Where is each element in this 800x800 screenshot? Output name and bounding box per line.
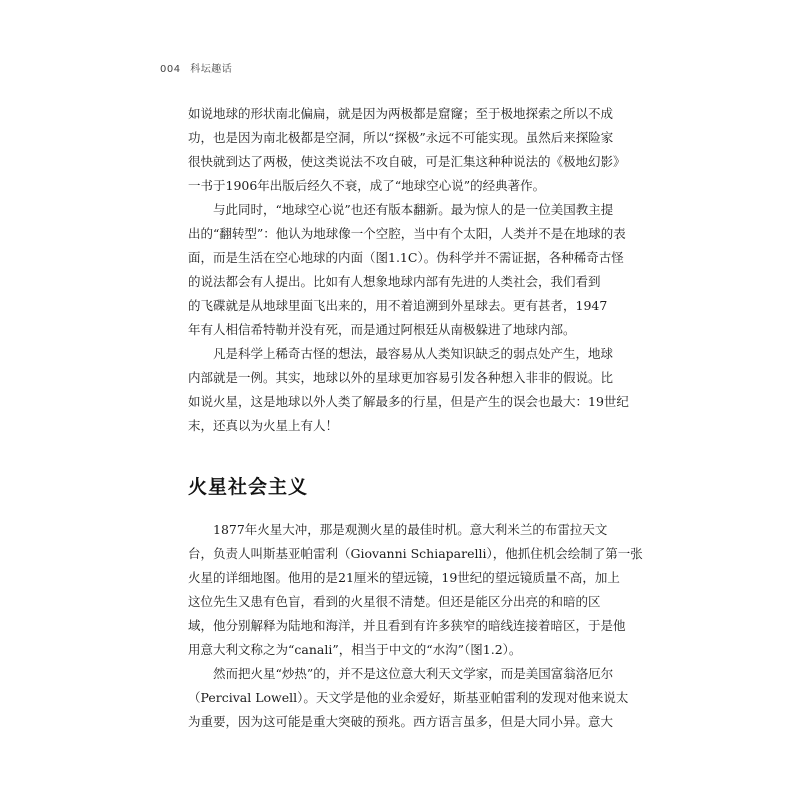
text-line: 功，也是因为南北极都是空洞，所以“探极”永远不可能实现。虽然后来探险家 (188, 130, 614, 145)
body-text-block-2 (188, 518, 643, 734)
text-line: 火星的详细地图。他用的是21厘米的望远镜，19世纪的望远镜质量不高，加上 (188, 570, 620, 585)
book-title: 科坛趣话 (190, 64, 233, 75)
text-line: 凡是科学上稀奇古怪的想法，最容易从人类知识缺乏的弱点处产生，地球 (213, 346, 614, 361)
section-heading: 火星社会主义 (188, 476, 309, 498)
text-line: 末，还真以为火星上有人！ (188, 418, 339, 433)
text-line: 与此同时，“地球空心说”也还有版本翻新。最为惊人的是一位美国教主提 (213, 202, 614, 217)
text-line: （Percival Lowell）。天文学是他的业余爱好，斯基亚帕雷利的发现对他来说太 (188, 690, 629, 705)
text-line: 的说法都会有人提出。比如有人想象地球内部有先进的人类社会，我们看到 (188, 274, 601, 289)
text-line: 内部就是一例。其实，地球以外的星球更加容易引发各种想入非非的假说。比 (188, 370, 614, 385)
page-number: 004 (160, 64, 181, 75)
text-line: 这位先生又患有色盲，看到的火星很不清楚。但还是能区分出亮的和暗的区 (188, 594, 601, 609)
text-line: 如说地球的形状南北偏扁，就是因为两极都是窟窿；至于极地探索之所以不成 (188, 106, 614, 121)
text-line: 用意大利文称之为“canali”，相当于中文的“水沟”（图1.2）。 (188, 642, 522, 657)
text-line: 年有人相信希特勒并没有死，而是通过阿根廷从南极躲进了地球内部。 (188, 322, 576, 337)
running-header (160, 60, 232, 75)
text-line: 面，而是生活在空心地球的内面（图1.1C）。伪科学并不需证据，各种稀奇古怪 (188, 250, 624, 265)
text-line: 很快就到达了两极，使这类说法不攻自破，可是汇集这种种说法的《极地幻影》 (188, 154, 626, 169)
text-line: 为重要，因为这可能是重大突破的预兆。西方语言虽多，但是大同小异。意大 (188, 714, 614, 729)
body-text-block-1 (188, 102, 629, 438)
text-line: 一书于1906年出版后经久不衰，成了“地球空心说”的经典著作。 (188, 178, 546, 193)
text-line: 台，负责人叫斯基亚帕雷利（Giovanni Schiaparelli），他抓住机会绘制了第一张 (188, 546, 643, 561)
text-line: 域，他分别解释为陆地和海洋，并且看到有许多狭窄的暗线连接着暗区，于是他 (188, 618, 626, 633)
text-line: 如说火星，这是地球以外人类了解最多的行星，但是产生的误会也最大：19世纪 (188, 394, 629, 409)
text-line: 1877年火星大冲，那是观测火星的最佳时机。意大利米兰的布雷拉天文 (213, 522, 608, 537)
text-line: 出的“翻转型”：他认为地球像一个空腔，当中有个太阳，人类并不是在地球的表 (188, 226, 626, 241)
text-line: 然而把火星“炒热”的，并不是这位意大利天文学家，而是美国富翁洛厄尔 (213, 666, 614, 681)
text-line: 的飞碟就是从地球里面飞出来的，用不着追溯到外星球去。更有甚者，1947 (188, 298, 608, 313)
